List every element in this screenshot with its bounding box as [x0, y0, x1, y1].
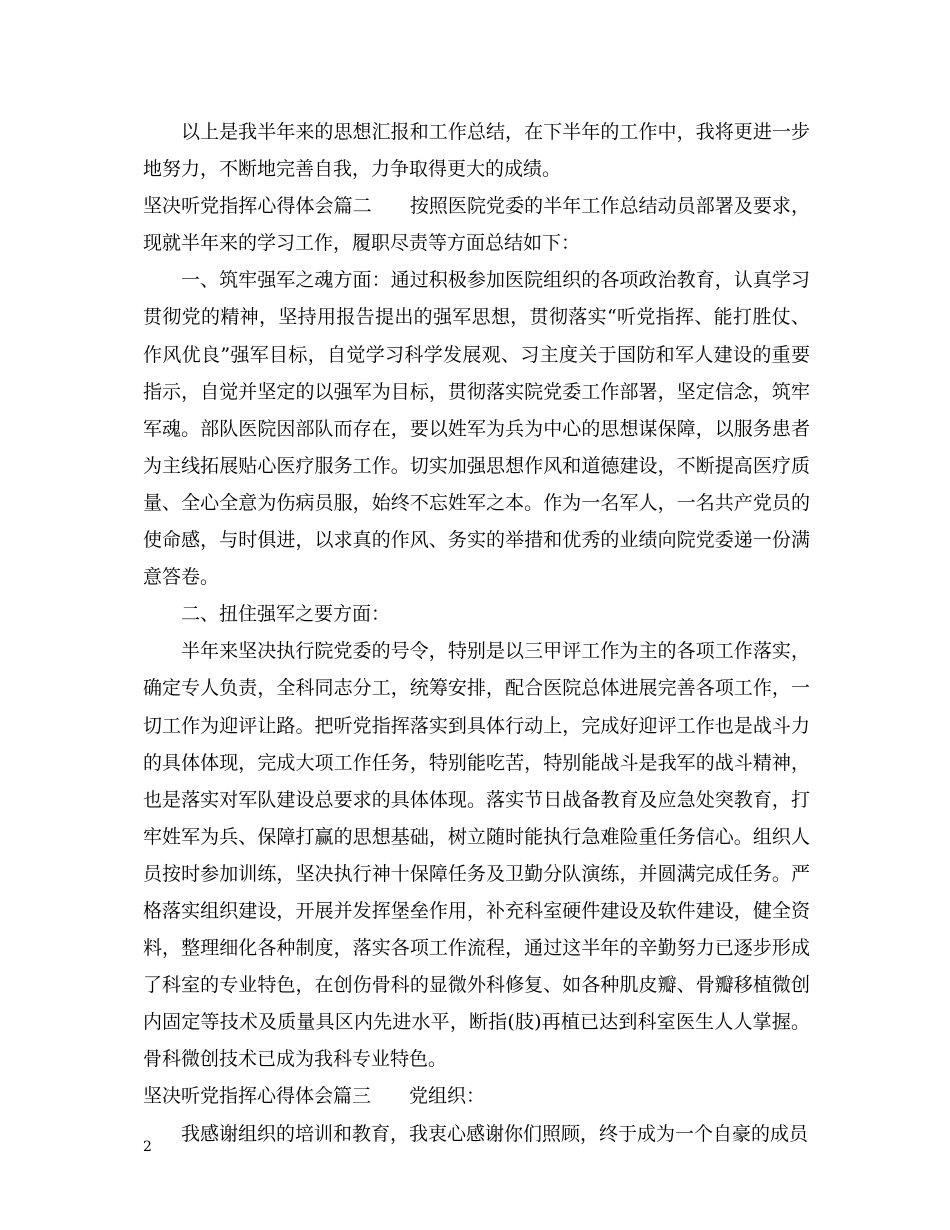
section-heading-part-two: 坚决听党指挥心得体会篇二 按照医院党委的半年工作总结动员部署及要求，现就半年来的学习工作，履职尽责等方面总结如下： — [143, 195, 810, 255]
page-number: 2 — [143, 1139, 152, 1155]
paragraph-half-year-work: 半年来坚决执行院党委的号令，特别是以三甲评工作为主的各项工作落实，确定专人负责，全科同志分工，统筹安排，配合医院总体进展完善各项工作，一切工作为迎评让路。把听党指挥落实到具体行动上，完成好迎评工作也是战斗力的具体体现，完成大项工作任务，特别能吃苦，特别能战斗是我军的战斗精神，也是落实对军队建设总要求的具体体现。落实节日战备教育及应急处突教育，打牢姓军为兵、保障打赢的思想基础，树立随时能执行急难险重任务信心。组织人员按时参加训练，坚决执行神十保障任务及卫勤分队演练，并圆满完成任务。严格落实组织建设，开展并发挥堡垒作用，补充科室硬件建设及软件建设，健全资料，整理细化各种制度，落实各项工作流程，通过这半年的辛勤努力已逐步形成了科室的专业特色，在创伤骨科的显微外科修复、如各种肌皮瓣、骨瓣移植微创内固定等技术及质量具区内先进水平，断指(肢)再植已达到科室医生人人掌握。骨科微创技术已成为我科专业特色。 — [143, 640, 810, 1071]
paragraph-gratitude: 我感谢组织的培训和教育，我衷心感谢你们照顾，终于成为一个自豪的成员 — [181, 1122, 809, 1145]
document-body — [143, 114, 810, 1153]
paragraph-soul-of-army: 一、筑牢强军之魂方面：通过积极参加医院组织的各项政治教育，认真学习贯彻党的精神，坚持用报告提出的强军思想，贯彻落实“听党指挥、能打胜仗、作风优良”强军目标，自觉学习科学发展观、习主度关于国防和军人建设的重要指示，自觉并坚定的以强军为目标，贯彻落实院党委工作部署，坚定信念，筑牢军魂。部队医院因部队而存在，要以姓军为兵为中心的思想谋保障，以服务患者为主线拓展贴心医疗服务工作。切实加强思想作风和道德建设，不断提高医疗质量、全心全意为伤病员服，始终不忘姓军之本。作为一名军人，一名共产党员的使命感，与时俱进，以求真的作风、务实的举措和优秀的业绩向院党委递一份满意答卷。 — [143, 269, 810, 589]
paragraph-key-of-army-heading: 二、扭住强军之要方面： — [181, 603, 391, 626]
section-heading-part-three: 坚决听党指挥心得体会篇三 党组织： — [143, 1085, 486, 1108]
paragraph-conclusion: 以上是我半年来的思想汇报和工作总结，在下半年的工作中，我将更进一步地努力，不断地完善自我，力争取得更大的成绩。 — [143, 121, 810, 181]
